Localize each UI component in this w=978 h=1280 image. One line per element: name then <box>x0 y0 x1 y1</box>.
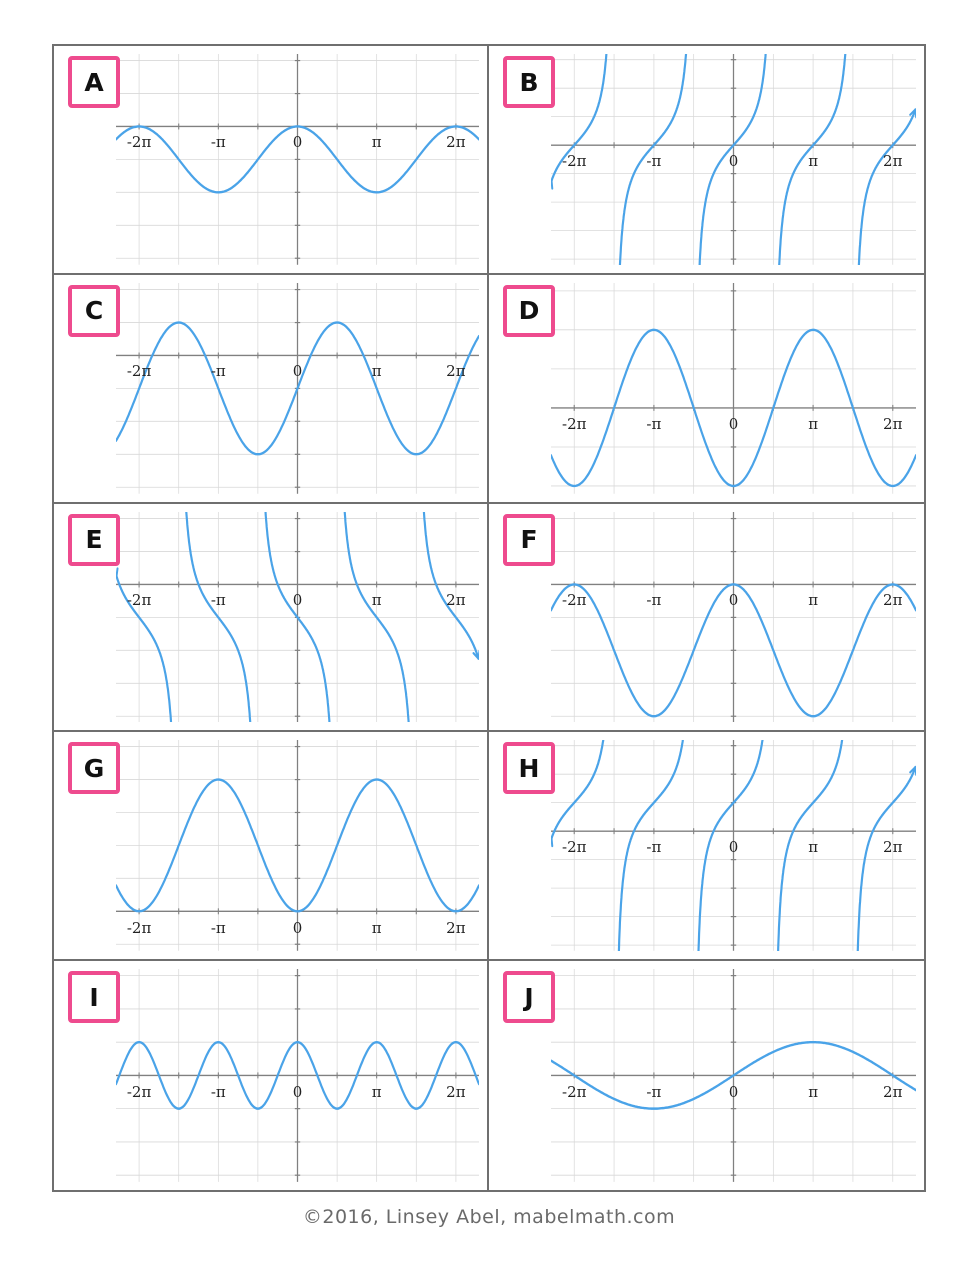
x-tick-label: π <box>808 152 819 171</box>
x-tick-label: -2π <box>562 590 587 609</box>
x-tick-label: -π <box>646 414 662 433</box>
graph-card[interactable] <box>54 961 489 1190</box>
x-tick-label: -2π <box>562 152 587 171</box>
graph-card[interactable] <box>489 961 924 1190</box>
x-tick-label: π <box>371 362 382 381</box>
x-tick-label: -2π <box>126 1082 152 1101</box>
x-tick-label: 2π <box>883 152 903 171</box>
x-tick-label: -2π <box>562 1082 587 1101</box>
x-tick-label: -2π <box>126 133 152 152</box>
card-letter-badge: G <box>68 742 120 794</box>
x-tick-label: -2π <box>562 414 587 433</box>
x-tick-label: 0 <box>728 590 739 609</box>
card-letter-badge: I <box>68 971 120 1023</box>
x-tick-label: π <box>808 590 819 609</box>
x-tick-label: 2π <box>446 133 466 152</box>
copyright-credit: ©2016, Linsey Abel, mabelmath.com <box>302 1206 676 1228</box>
x-tick-label: 2π <box>883 414 903 433</box>
graph-plot <box>551 54 916 265</box>
x-tick-label: -π <box>210 362 226 381</box>
graph-card[interactable] <box>54 275 489 504</box>
graph-card[interactable] <box>489 732 924 961</box>
x-tick-label: -π <box>210 590 226 609</box>
x-tick-label: -π <box>646 152 662 171</box>
x-tick-label: -π <box>210 133 226 152</box>
card-letter-badge: F <box>503 514 555 566</box>
graph-plot <box>551 969 916 1182</box>
x-tick-label: -π <box>210 918 226 937</box>
graph-card[interactable] <box>54 732 489 961</box>
card-letter-badge: A <box>68 56 120 108</box>
card-letter-badge: D <box>503 285 555 337</box>
x-tick-label: 0 <box>728 152 739 171</box>
x-tick-label: -2π <box>126 590 152 609</box>
x-tick-label: 0 <box>728 1082 739 1101</box>
graph-plot <box>116 54 479 265</box>
card-letter-badge: B <box>503 56 555 108</box>
x-tick-label: 0 <box>292 918 303 937</box>
graph-plot <box>116 740 479 951</box>
graph-plot <box>551 740 916 951</box>
x-tick-label: -π <box>646 838 662 857</box>
x-tick-label: -π <box>646 590 662 609</box>
x-tick-label: π <box>371 1082 382 1101</box>
x-tick-label: 2π <box>446 918 466 937</box>
x-tick-label: π <box>808 1082 819 1101</box>
graph-plot <box>551 512 916 723</box>
x-tick-label: π <box>808 414 819 433</box>
x-tick-label: 0 <box>292 133 303 152</box>
x-tick-label: π <box>371 918 382 937</box>
x-tick-label: 2π <box>883 590 903 609</box>
card-letter-badge: E <box>68 514 120 566</box>
graph-card[interactable] <box>54 504 489 733</box>
x-tick-label: 2π <box>446 362 466 381</box>
graph-card-grid <box>52 44 926 1192</box>
card-letter-badge: C <box>68 285 120 337</box>
graph-plot <box>116 512 479 723</box>
graph-plot <box>116 283 479 494</box>
x-tick-label: 0 <box>292 1082 303 1101</box>
x-tick-label: 0 <box>728 414 739 433</box>
graph-card[interactable] <box>54 46 489 275</box>
card-letter-badge: J <box>503 971 555 1023</box>
graph-plot <box>116 969 479 1182</box>
x-tick-label: -π <box>646 1082 662 1101</box>
x-tick-label: 2π <box>883 838 903 857</box>
x-tick-label: -π <box>210 1082 226 1101</box>
x-tick-label: π <box>371 590 382 609</box>
graph-plot <box>551 283 916 494</box>
x-tick-label: -2π <box>126 918 152 937</box>
x-tick-label: 2π <box>883 1082 903 1101</box>
x-tick-label: 2π <box>446 590 466 609</box>
graph-card[interactable] <box>489 46 924 275</box>
card-letter-badge: H <box>503 742 555 794</box>
graph-card[interactable] <box>489 504 924 733</box>
x-tick-label: -2π <box>126 362 152 381</box>
x-tick-label: 2π <box>446 1082 466 1101</box>
graph-card[interactable] <box>489 275 924 504</box>
x-tick-label: 0 <box>292 590 303 609</box>
x-tick-label: 0 <box>292 362 303 381</box>
x-tick-label: π <box>808 838 819 857</box>
x-tick-label: 0 <box>728 838 739 857</box>
x-tick-label: -2π <box>562 838 587 857</box>
x-tick-label: π <box>371 133 382 152</box>
